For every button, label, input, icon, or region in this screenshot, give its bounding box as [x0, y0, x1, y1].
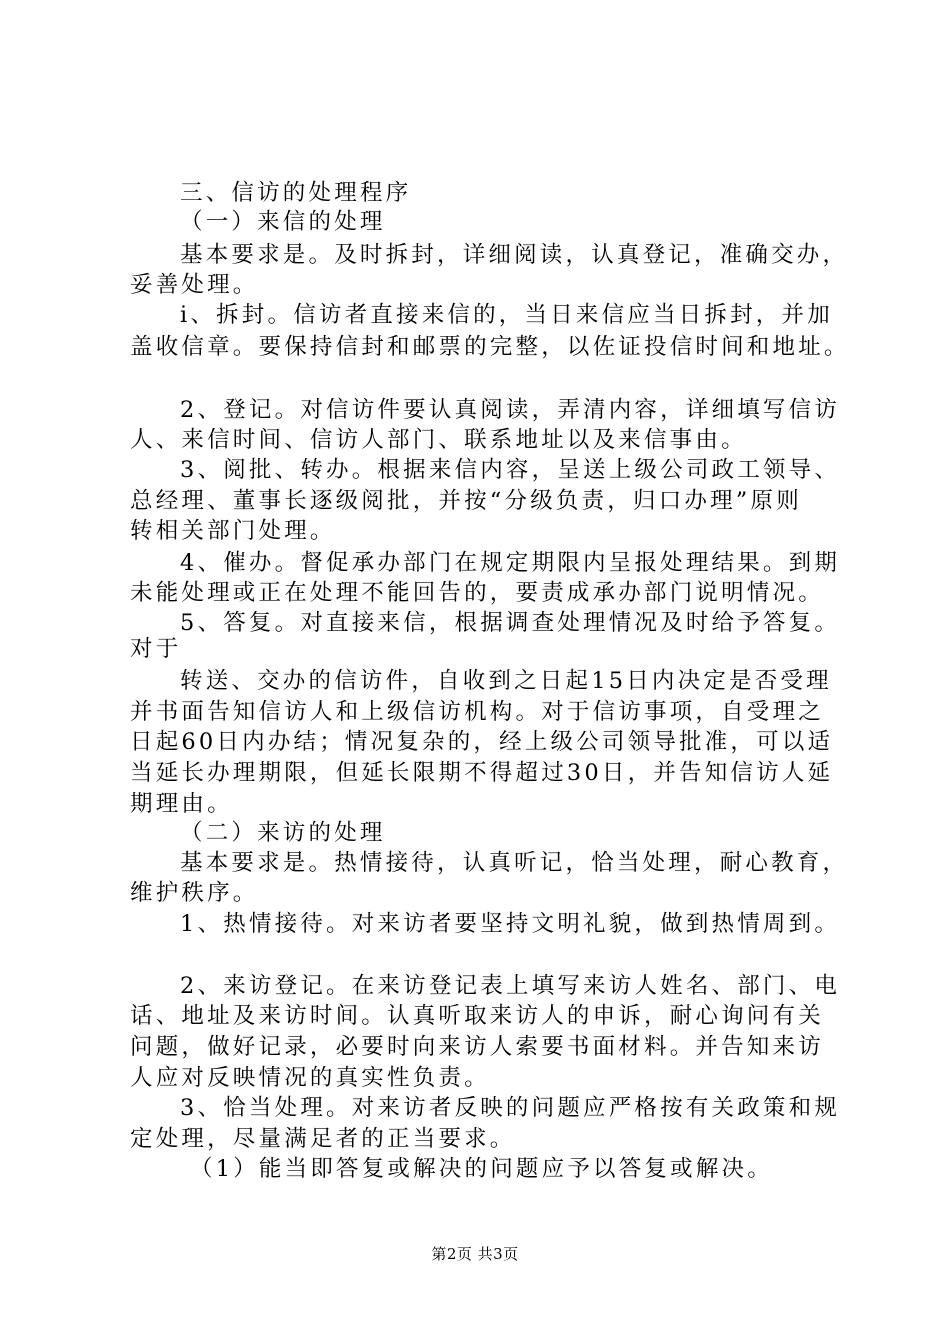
paragraph-line: 定处理，尽量满足者的正当要求。	[130, 1126, 516, 1152]
paragraph-line: 3、阅批、转办。根据来信内容，呈送上级公司政工领导、	[180, 457, 841, 483]
paragraph-line: 人应对反映情况的真实性负责。	[130, 1065, 490, 1091]
paragraph-line: （1）能当即答复或解决的问题应予以答复或解决。	[190, 1156, 773, 1182]
paragraph-line: 对于	[130, 636, 182, 662]
paragraph-line: 3、恰当处理。对来访者反映的问题应严格按有关政策和规	[180, 1095, 841, 1121]
paragraph-line: 维护秩序。	[130, 880, 259, 906]
paragraph-line: 基本要求是。热情接待，认真听记，恰当处理，耐心教育，	[180, 850, 849, 876]
paragraph-line: 5、答复。对直接来信，根据调查处理情况及时给予答复。	[180, 610, 841, 636]
paragraph-line: 日起60日内办结；情况复杂的，经上级公司领导批准，可以适	[130, 729, 834, 755]
subsection-heading: （一）来信的处理	[180, 209, 386, 235]
paragraph-line: 期理由。	[130, 791, 233, 817]
paragraph-line: i、拆封。信访者直接来信的，当日来信应当日拆封，并加	[180, 302, 833, 328]
paragraph-line: 妥善处理。	[130, 272, 259, 298]
paragraph-line: 转相关部门处理。	[130, 518, 336, 544]
subsection-heading: （二）来访的处理	[180, 820, 386, 846]
paragraph-line: 人、来信时间、信访人部门、联系地址以及来信事由。	[130, 427, 747, 453]
paragraph-line: 当延长办理期限，但延长限期不得超过30日，并告知信访人延	[130, 760, 834, 786]
paragraph-line: 4、催办。督促承办部门在规定期限内呈报处理结果。到期	[180, 550, 841, 576]
paragraph-line: 基本要求是。及时拆封，详细阅读，认真登记，准确交办，	[180, 242, 849, 268]
section-heading: 三、信访的处理程序	[180, 180, 412, 206]
paragraph-line: 并书面告知信访人和上级信访机构。对于信访事项，自受理之	[130, 699, 824, 725]
paragraph-line: 话、地址及来访时间。认真听取来访人的申诉，耐心询问有关	[130, 1003, 824, 1029]
paragraph-line: 未能处理或正在处理不能回告的，要责成承办部门说明情况。	[130, 580, 824, 606]
paragraph-line: 2、来访登记。在来访登记表上填写来访人姓名、部门、电	[180, 973, 841, 999]
paragraph-line: 盖收信章。要保持信封和邮票的完整，以佐证投信时间和地址。	[130, 334, 850, 360]
paragraph-line: 总经理、董事长逐级阅批，并按“分级负责，归口办理”原则	[130, 488, 802, 514]
paragraph-line: 1、热情接待。对来访者要坚持文明礼貌，做到热情周到。	[180, 911, 841, 937]
paragraph-line: 转送、交办的信访件，自收到之日起15日内决定是否受理	[180, 668, 832, 694]
paragraph-line: 2、登记。对信访件要认真阅读，弄清内容，详细填写信访	[180, 397, 841, 423]
paragraph-line: 问题，做好记录，必要时向来访人索要书面材料。并告知来访	[130, 1034, 824, 1060]
page-number-footer: 第2页 共3页	[431, 1245, 519, 1263]
